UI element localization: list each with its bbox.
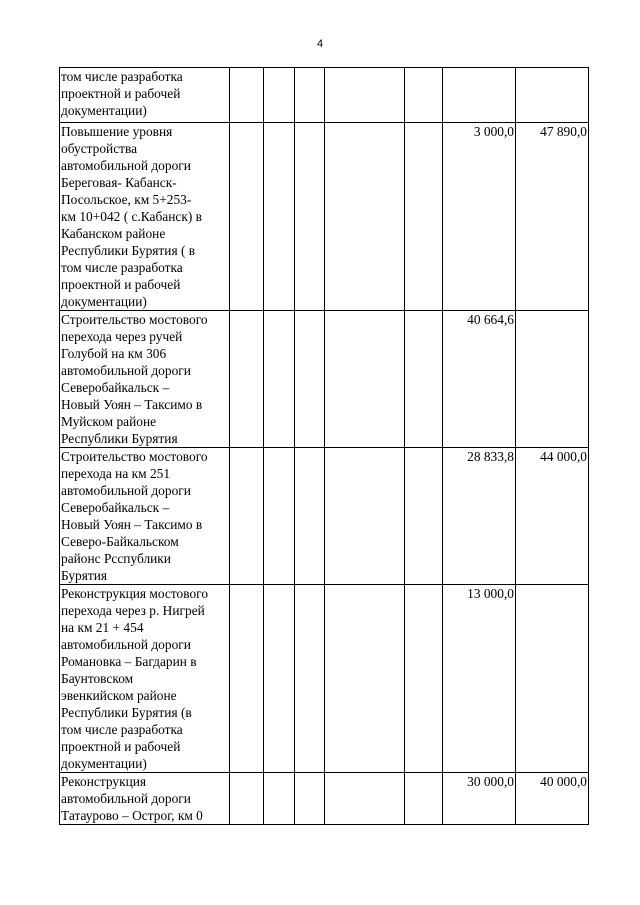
value-cell: [325, 123, 405, 311]
project-name-cell: том числе разработка проектной и рабочей документации): [60, 68, 230, 123]
value-cell: 30 000,0: [443, 773, 516, 825]
value-cell: [516, 68, 589, 123]
value-cell: [230, 773, 264, 825]
value-cell: [516, 311, 589, 448]
value-cell: 3 000,0: [443, 123, 516, 311]
value-cell: [264, 68, 295, 123]
value-cell: [264, 773, 295, 825]
value-cell: [325, 585, 405, 773]
value-cell: [295, 448, 325, 585]
project-name-cell: Повышение уровня обустройства автомобильной дороги Береговая- Кабанск- Посольское, км 5+253- км 10+042 ( с.Кабанск) в Кабанском районе Республики Бурятия ( в том числе разработка проектной и рабочей документации): [60, 123, 230, 311]
value-cell: [264, 585, 295, 773]
table-row: [60, 585, 589, 773]
value-cell: [264, 311, 295, 448]
value-cell: [230, 311, 264, 448]
value-cell: [295, 311, 325, 448]
value-cell: [405, 585, 443, 773]
value-cell: [405, 311, 443, 448]
value-cell: 47 890,0: [516, 123, 589, 311]
project-name-cell: Строительство мостового перехода через ручей Голубой на км 306 автомобильной дороги Северобайкальск – Новый Уоян – Таксимо в Муйском районе Республики Бурятия: [60, 311, 230, 448]
table-row: [60, 773, 589, 825]
value-cell: [230, 585, 264, 773]
value-cell: [325, 68, 405, 123]
project-name-cell: Реконструкция мостового перехода через р. Нигрей на км 21 + 454 автомобильной дороги Романовка – Багдарин в Баунтовском эвенкийском районе Республики Бурятия (в том числе разработка проектной и рабочей документации): [60, 585, 230, 773]
value-cell: [264, 123, 295, 311]
value-cell: [264, 448, 295, 585]
value-cell: 44 000,0: [516, 448, 589, 585]
value-cell: [405, 773, 443, 825]
value-cell: [325, 311, 405, 448]
value-cell: 28 833,8: [443, 448, 516, 585]
value-cell: [325, 448, 405, 585]
budget-table: [59, 67, 589, 825]
value-cell: [405, 123, 443, 311]
value-cell: [230, 448, 264, 585]
value-cell: 40 664,6: [443, 311, 516, 448]
value-cell: [295, 123, 325, 311]
table-body: [60, 68, 589, 825]
value-cell: [295, 68, 325, 123]
value-cell: [295, 773, 325, 825]
value-cell: [325, 773, 405, 825]
value-cell: [295, 585, 325, 773]
value-cell: [516, 585, 589, 773]
page-number: 4: [316, 38, 324, 50]
value-cell: [230, 123, 264, 311]
value-cell: [405, 448, 443, 585]
value-cell: [230, 68, 264, 123]
value-cell: 40 000,0: [516, 773, 589, 825]
value-cell: [405, 68, 443, 123]
value-cell: [443, 68, 516, 123]
value-cell: 13 000,0: [443, 585, 516, 773]
project-name-cell: Строительство мостового перехода на км 251 автомобильной дороги Северобайкальск – Новый Уоян – Таксимо в Северо-Байкальском районс Рсспублики Бурятия: [60, 448, 230, 585]
table-row: [60, 123, 589, 311]
project-name-cell: Реконструкция автомобильной дороги Татаурово – Острог, км 0: [60, 773, 230, 825]
table-row: [60, 68, 589, 123]
table-row: [60, 448, 589, 585]
table-row: [60, 311, 589, 448]
